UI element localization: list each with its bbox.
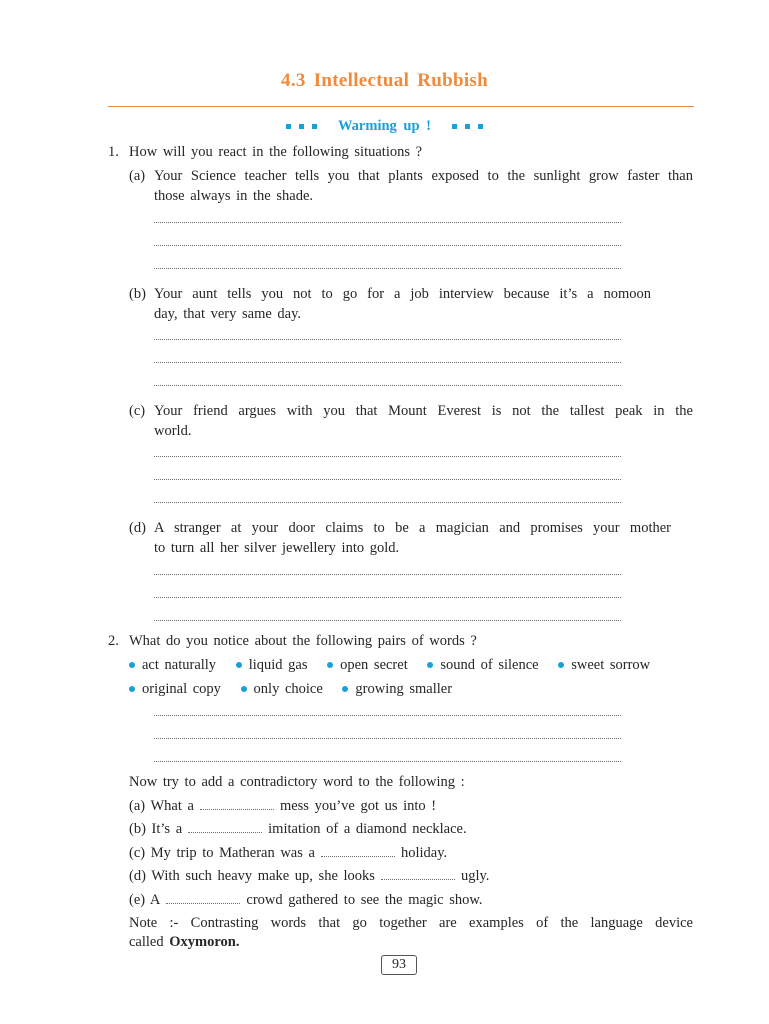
word-pair: sound of silence xyxy=(440,657,539,673)
note-text xyxy=(129,932,239,952)
word-pair: open secret xyxy=(340,657,408,673)
instruction-text: Now try to add a contradictory word to the following : xyxy=(129,774,465,790)
page-number: 93 xyxy=(381,955,417,975)
item-text: A stranger at your door claims to be a magician and promises your mother xyxy=(154,520,671,536)
answer-line[interactable] xyxy=(154,245,621,246)
item-label: (c) xyxy=(129,845,146,861)
answer-line[interactable] xyxy=(154,479,621,480)
square-bullet-icon xyxy=(452,124,457,129)
sentence-start: With such heavy make up, she looks xyxy=(151,868,375,884)
word-pair: original copy xyxy=(142,681,221,697)
word-pair: act naturally xyxy=(142,657,217,673)
answer-line[interactable] xyxy=(154,222,621,223)
section-heading xyxy=(0,118,769,135)
fill-blank-item xyxy=(129,796,436,816)
sentence-end: crowd gathered to see the magic show. xyxy=(246,892,483,908)
word-pairs-row xyxy=(129,679,452,699)
item-text: world. xyxy=(154,423,192,439)
sentence-start: It’s a xyxy=(151,821,183,837)
word-pair: growing smaller xyxy=(355,681,453,697)
bullet-icon xyxy=(342,686,348,692)
item-label: (d) xyxy=(129,520,146,536)
sentence-end: holiday. xyxy=(400,845,448,861)
question-prompt: What do you notice about the following pairs of words ? xyxy=(129,633,477,649)
bullet-icon xyxy=(327,662,333,668)
blank-field[interactable] xyxy=(321,846,395,857)
item-label: (d) xyxy=(129,868,146,884)
sentence-end: ugly. xyxy=(460,868,490,884)
blank-field[interactable] xyxy=(166,893,240,904)
fill-blank-item xyxy=(129,843,447,863)
bullet-icon xyxy=(427,662,433,668)
note-prefix: called xyxy=(129,934,164,950)
item-text: those always in the shade. xyxy=(154,188,314,204)
square-bullet-icon xyxy=(299,124,304,129)
bullet-icon xyxy=(129,662,135,668)
answer-line[interactable] xyxy=(154,456,621,457)
bullet-icon xyxy=(236,662,242,668)
note-text: Note :- Contrasting words that go together are examples of the language device xyxy=(129,915,693,931)
sentence-end: imitation of a diamond necklace. xyxy=(268,821,467,837)
item-label: (b) xyxy=(129,286,146,302)
fill-blank-item xyxy=(129,890,483,910)
answer-line[interactable] xyxy=(154,362,621,363)
square-bullet-icon xyxy=(465,124,470,129)
sentence-start: My trip to Matheran was a xyxy=(150,845,315,861)
item-label: (c) xyxy=(129,403,146,419)
sentence-end: mess you’ve got us into ! xyxy=(279,798,437,814)
page-title: 4.3 Intellectual Rubbish xyxy=(281,70,488,91)
sentence-start: A xyxy=(149,892,161,908)
note-term: Oxymoron. xyxy=(169,934,240,950)
square-bullet-icon xyxy=(312,124,317,129)
word-pairs-row xyxy=(129,655,650,675)
answer-line[interactable] xyxy=(154,339,621,340)
square-bullet-icon xyxy=(478,124,483,129)
item-label: (e) xyxy=(129,892,146,908)
item-text: Your friend argues with you that Mount Everest is not the tallest peak in the xyxy=(154,403,693,419)
word-pair: only choice xyxy=(253,681,323,697)
bullet-icon xyxy=(558,662,564,668)
sentence-start: What a xyxy=(150,798,194,814)
fill-blank-item xyxy=(129,866,489,886)
question-number: 1. xyxy=(108,144,119,160)
section-heading-label: Warming up ! xyxy=(337,118,431,134)
answer-line[interactable] xyxy=(154,715,621,716)
word-pair: liquid gas xyxy=(248,657,308,673)
item-label: (a) xyxy=(129,798,146,814)
answer-line[interactable] xyxy=(154,620,621,621)
answer-line[interactable] xyxy=(154,502,621,503)
item-text: day, that very same day. xyxy=(154,306,302,322)
blank-field[interactable] xyxy=(188,822,262,833)
answer-line[interactable] xyxy=(154,761,621,762)
bullet-icon xyxy=(241,686,247,692)
item-label: (b) xyxy=(129,821,146,837)
question-number: 2. xyxy=(108,633,119,649)
answer-line[interactable] xyxy=(154,597,621,598)
word-pair: sweet sorrow xyxy=(571,657,651,673)
fill-blank-item xyxy=(129,819,467,839)
bullet-icon xyxy=(129,686,135,692)
title-divider xyxy=(108,106,694,107)
answer-line[interactable] xyxy=(154,385,621,386)
answer-line[interactable] xyxy=(154,574,621,575)
item-text: Your Science teacher tells you that plants exposed to the sunlight grow faster than xyxy=(154,168,693,184)
item-label: (a) xyxy=(129,168,146,184)
answer-line[interactable] xyxy=(154,268,621,269)
blank-field[interactable] xyxy=(381,869,455,880)
item-text: Your aunt tells you not to go for a job interview because it’s a nomoon xyxy=(154,286,651,302)
square-bullet-icon xyxy=(286,124,291,129)
item-text: to turn all her silver jewellery into gold. xyxy=(154,540,400,556)
answer-line[interactable] xyxy=(154,738,621,739)
question-prompt: How will you react in the following situations ? xyxy=(129,144,423,160)
blank-field[interactable] xyxy=(200,799,274,810)
